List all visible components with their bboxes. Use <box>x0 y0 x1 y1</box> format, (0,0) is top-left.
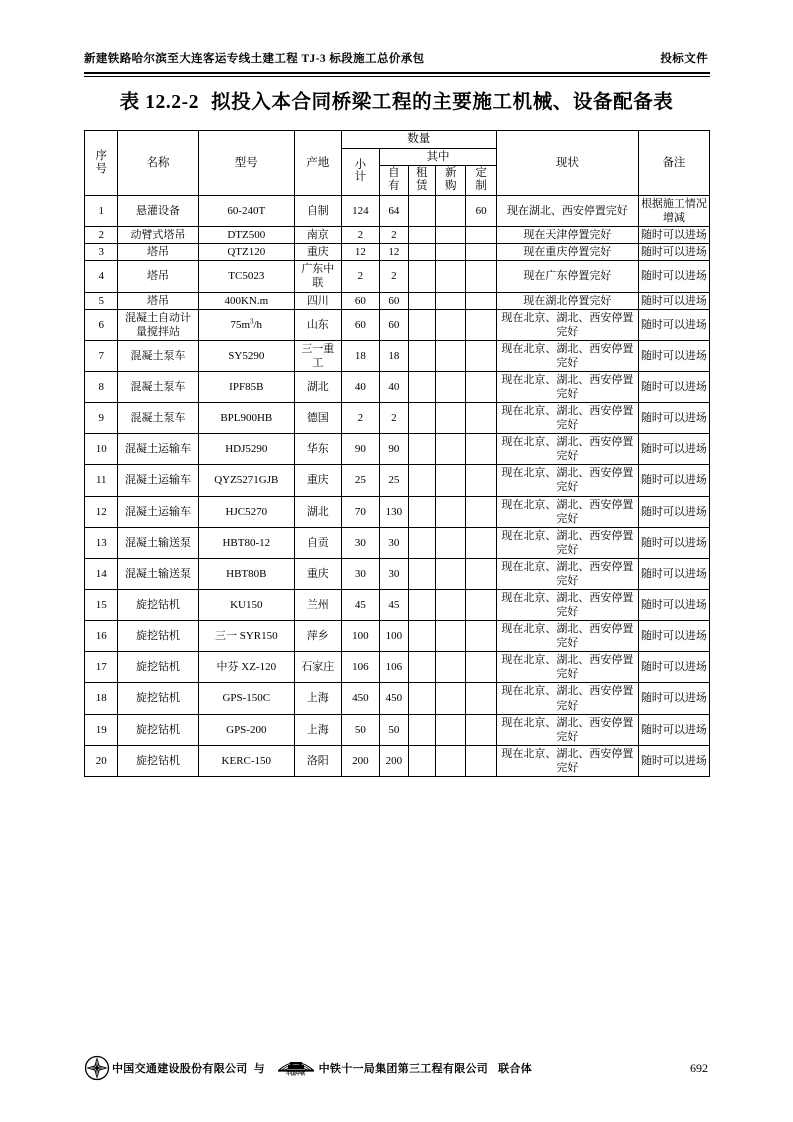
col-header-remark: 备注 <box>638 131 709 196</box>
cell-owned: 130 <box>380 496 408 527</box>
cell-subtotal: 106 <box>341 652 380 683</box>
table-row <box>85 621 710 652</box>
footer-conjunction: 与 <box>253 1063 265 1075</box>
cell-status: 现在北京、湖北、西安停置完好 <box>496 558 638 589</box>
cell-new <box>435 527 465 558</box>
col-header-among-which: 其中 <box>380 148 497 166</box>
cell-customized: 60 <box>466 196 496 227</box>
cell-subtotal: 60 <box>341 309 380 340</box>
table-row <box>85 371 710 402</box>
cell-subtotal: 450 <box>341 683 380 714</box>
cell-new <box>435 714 465 745</box>
cell-remark: 随时可以进场 <box>638 621 709 652</box>
cell-seq: 18 <box>85 683 118 714</box>
cell-status: 现在北京、湖北、西安停置完好 <box>496 683 638 714</box>
header-document-type: 投标文件 <box>660 53 708 65</box>
cell-remark: 随时可以进场 <box>638 403 709 434</box>
col-header-origin: 产地 <box>294 131 341 196</box>
cell-remark: 随时可以进场 <box>638 465 709 496</box>
cell-status: 现在北京、湖北、西安停置完好 <box>496 309 638 340</box>
cell-seq: 6 <box>85 309 118 340</box>
col-header-newly-purchased <box>435 166 465 196</box>
col-header-quantity-group: 数量 <box>341 131 496 149</box>
cell-new <box>435 371 465 402</box>
cell-status: 现在北京、湖北、西安停置完好 <box>496 371 638 402</box>
cell-rented <box>408 589 435 620</box>
cell-owned: 200 <box>380 745 408 776</box>
cell-owned: 64 <box>380 196 408 227</box>
cell-status: 现在北京、湖北、西安停置完好 <box>496 434 638 465</box>
page-number: 692 <box>690 1060 708 1075</box>
cell-customized <box>466 496 496 527</box>
cell-status: 现在北京、湖北、西安停置完好 <box>496 652 638 683</box>
cell-rented <box>408 621 435 652</box>
cell-seq: 9 <box>85 403 118 434</box>
cell-origin: 湖北 <box>294 496 341 527</box>
cell-seq: 3 <box>85 244 118 261</box>
cell-subtotal: 70 <box>341 496 380 527</box>
cell-seq: 19 <box>85 714 118 745</box>
cell-subtotal: 12 <box>341 244 380 261</box>
cell-owned: 12 <box>380 244 408 261</box>
cell-remark: 随时可以进场 <box>638 745 709 776</box>
cell-customized <box>466 683 496 714</box>
cell-origin: 重庆 <box>294 558 341 589</box>
cell-model: IPF85B <box>198 371 294 402</box>
cell-remark: 随时可以进场 <box>638 244 709 261</box>
cell-subtotal: 100 <box>341 621 380 652</box>
cell-origin: 石家庄 <box>294 652 341 683</box>
header-divider-rule <box>84 72 710 77</box>
cell-new <box>435 309 465 340</box>
footer-company-2: 中铁十一局集团第三工程有限公司 <box>318 1063 489 1075</box>
cell-model: 三一 SYR150 <box>198 621 294 652</box>
cell-name: 混凝土输送泵 <box>118 558 198 589</box>
col-header-rented <box>408 166 435 196</box>
cell-remark: 随时可以进场 <box>638 340 709 371</box>
cell-rented <box>408 371 435 402</box>
table-number: 表 12.2-2 <box>119 92 200 113</box>
cell-name: 混凝土运输车 <box>118 434 198 465</box>
cell-owned: 2 <box>380 227 408 244</box>
cell-subtotal: 30 <box>341 527 380 558</box>
cell-customized <box>466 227 496 244</box>
table-row <box>85 309 710 340</box>
cell-remark: 随时可以进场 <box>638 558 709 589</box>
cell-rented <box>408 244 435 261</box>
cell-subtotal: 25 <box>341 465 380 496</box>
cell-origin: 洛阳 <box>294 745 341 776</box>
cell-name: 悬灌设备 <box>118 196 198 227</box>
cell-customized <box>466 340 496 371</box>
cell-owned: 450 <box>380 683 408 714</box>
cell-remark: 根据施工情况增减 <box>638 196 709 227</box>
footer-company-1: 中国交通建设股份有限公司 <box>112 1063 248 1075</box>
cell-remark: 随时可以进场 <box>638 371 709 402</box>
cell-name: 塔吊 <box>118 261 198 292</box>
cell-name: 旋挖钻机 <box>118 589 198 620</box>
cell-origin: 自制 <box>294 196 341 227</box>
cell-name: 混凝土泵车 <box>118 340 198 371</box>
footer-companies <box>84 1055 690 1081</box>
cell-owned: 30 <box>380 558 408 589</box>
cell-status: 现在湖北停置完好 <box>496 292 638 309</box>
cell-owned: 25 <box>380 465 408 496</box>
cell-owned: 45 <box>380 589 408 620</box>
cell-subtotal: 90 <box>341 434 380 465</box>
cell-owned: 2 <box>380 403 408 434</box>
cell-new <box>435 465 465 496</box>
cell-name: 塔吊 <box>118 244 198 261</box>
cell-new <box>435 621 465 652</box>
cell-seq: 20 <box>85 745 118 776</box>
cell-customized <box>466 371 496 402</box>
cell-new <box>435 244 465 261</box>
cell-owned: 30 <box>380 527 408 558</box>
table-row <box>85 244 710 261</box>
col-header-subtotal-char1: 小 <box>354 158 367 171</box>
cell-remark: 随时可以进场 <box>638 292 709 309</box>
cell-customized <box>466 527 496 558</box>
page-title <box>0 86 793 114</box>
cell-new <box>435 496 465 527</box>
col-header-cust-char2: 制 <box>475 180 487 193</box>
cell-name: 旋挖钻机 <box>118 621 198 652</box>
table-row <box>85 714 710 745</box>
cell-rented <box>408 261 435 292</box>
cell-model: 中芬 XZ-120 <box>198 652 294 683</box>
cell-status: 现在重庆停置完好 <box>496 244 638 261</box>
cell-customized <box>466 292 496 309</box>
cell-origin: 上海 <box>294 714 341 745</box>
cell-seq: 10 <box>85 434 118 465</box>
cell-model: HDJ5290 <box>198 434 294 465</box>
footer-joint-venture: 联合体 <box>498 1063 533 1075</box>
col-header-status: 现状 <box>496 131 638 196</box>
equipment-table <box>84 130 710 777</box>
cell-rented <box>408 340 435 371</box>
cell-new <box>435 227 465 244</box>
cell-owned: 60 <box>380 309 408 340</box>
cell-origin: 重庆 <box>294 465 341 496</box>
table-title-text: 拟投入本合同桥梁工程的主要施工机械、设备配备表 <box>211 92 674 113</box>
cell-seq: 14 <box>85 558 118 589</box>
cell-status: 现在北京、湖北、西安停置完好 <box>496 621 638 652</box>
col-header-owned <box>380 166 408 196</box>
cell-status: 现在北京、湖北、西安停置完好 <box>496 465 638 496</box>
cell-model: DTZ500 <box>198 227 294 244</box>
cell-new <box>435 434 465 465</box>
cell-model: 400KN.m <box>198 292 294 309</box>
cell-seq: 4 <box>85 261 118 292</box>
cell-rented <box>408 309 435 340</box>
col-header-new-char2: 购 <box>444 180 457 193</box>
cell-rented <box>408 403 435 434</box>
cell-subtotal: 30 <box>341 558 380 589</box>
cell-origin: 上海 <box>294 683 341 714</box>
cell-origin: 华东 <box>294 434 341 465</box>
crec-logo-caption: 中国中铁 <box>286 1072 306 1077</box>
col-header-new-char1: 新 <box>444 167 457 180</box>
cell-rented <box>408 434 435 465</box>
cell-remark: 随时可以进场 <box>638 652 709 683</box>
cell-origin: 广东中联 <box>294 261 341 292</box>
cell-new <box>435 403 465 434</box>
cell-new <box>435 652 465 683</box>
table-row <box>85 652 710 683</box>
cell-origin: 萍乡 <box>294 621 341 652</box>
cell-model: GPS-200 <box>198 714 294 745</box>
cell-rented <box>408 558 435 589</box>
table-body <box>85 196 710 777</box>
cell-subtotal: 60 <box>341 292 380 309</box>
cell-new <box>435 558 465 589</box>
cell-seq: 17 <box>85 652 118 683</box>
cell-seq: 15 <box>85 589 118 620</box>
cell-customized <box>466 621 496 652</box>
cell-seq: 16 <box>85 621 118 652</box>
cell-owned: 50 <box>380 714 408 745</box>
col-header-owned-char2: 有 <box>388 180 400 193</box>
cell-model: QYZ5271GJB <box>198 465 294 496</box>
cell-owned: 100 <box>380 621 408 652</box>
cell-remark: 随时可以进场 <box>638 527 709 558</box>
cell-name: 旋挖钻机 <box>118 745 198 776</box>
table-row <box>85 683 710 714</box>
cell-model: HBT80B <box>198 558 294 589</box>
col-header-rented-char2: 赁 <box>416 180 428 193</box>
cell-name: 混凝土输送泵 <box>118 527 198 558</box>
cell-new <box>435 745 465 776</box>
cell-model: 60-240T <box>198 196 294 227</box>
cell-seq: 5 <box>85 292 118 309</box>
cell-name: 动臂式塔吊 <box>118 227 198 244</box>
cell-seq: 8 <box>85 371 118 402</box>
cell-status: 现在北京、湖北、西安停置完好 <box>496 745 638 776</box>
cell-model: QTZ120 <box>198 244 294 261</box>
cell-owned: 60 <box>380 292 408 309</box>
col-header-cust-char1: 定 <box>475 167 487 180</box>
table-row <box>85 589 710 620</box>
cell-status: 现在广东停置完好 <box>496 261 638 292</box>
cell-origin: 湖北 <box>294 371 341 402</box>
cell-model: HJC5270 <box>198 496 294 527</box>
table-row <box>85 434 710 465</box>
cell-seq: 1 <box>85 196 118 227</box>
table-row <box>85 227 710 244</box>
cell-status: 现在北京、湖北、西安停置完好 <box>496 714 638 745</box>
cell-new <box>435 196 465 227</box>
cell-model: HBT80-12 <box>198 527 294 558</box>
crec-logo-icon <box>275 1055 317 1081</box>
cell-customized <box>466 261 496 292</box>
cell-name: 旋挖钻机 <box>118 683 198 714</box>
cell-remark: 随时可以进场 <box>638 496 709 527</box>
table-row <box>85 745 710 776</box>
cell-subtotal: 50 <box>341 714 380 745</box>
cell-seq: 11 <box>85 465 118 496</box>
cell-owned: 18 <box>380 340 408 371</box>
table-row <box>85 403 710 434</box>
col-header-seq-char1: 序 <box>95 149 107 162</box>
cell-status: 现在北京、湖北、西安停置完好 <box>496 403 638 434</box>
cell-status: 现在北京、湖北、西安停置完好 <box>496 589 638 620</box>
cell-subtotal: 2 <box>341 261 380 292</box>
cell-model: SY5290 <box>198 340 294 371</box>
cell-remark: 随时可以进场 <box>638 434 709 465</box>
cell-name: 混凝土泵车 <box>118 403 198 434</box>
cell-rented <box>408 496 435 527</box>
table-row <box>85 340 710 371</box>
cell-name: 混凝土泵车 <box>118 371 198 402</box>
cell-model: KU150 <box>198 589 294 620</box>
col-header-subtotal <box>341 148 380 195</box>
cccc-compass-logo-icon <box>84 1055 110 1081</box>
cell-origin: 自贡 <box>294 527 341 558</box>
table-row <box>85 261 710 292</box>
header-project-title: 新建铁路哈尔滨至大连客运专线土建工程 TJ-3 标段施工总价承包 <box>84 53 425 65</box>
cell-owned: 2 <box>380 261 408 292</box>
cell-model: KERC-150 <box>198 745 294 776</box>
cell-remark: 随时可以进场 <box>638 714 709 745</box>
cell-model: $75m^3/h$ <box>198 309 294 340</box>
cell-customized <box>466 589 496 620</box>
cell-customized <box>466 309 496 340</box>
table-row <box>85 527 710 558</box>
table-header <box>85 131 710 196</box>
cell-subtotal: 2 <box>341 227 380 244</box>
cell-rented <box>408 527 435 558</box>
col-header-name: 名称 <box>118 131 198 196</box>
cell-name: 旋挖钻机 <box>118 652 198 683</box>
cell-remark: 随时可以进场 <box>638 227 709 244</box>
col-header-owned-char1: 自 <box>388 167 400 180</box>
cell-origin: 四川 <box>294 292 341 309</box>
cell-name: 混凝土自动计量搅拌站 <box>118 309 198 340</box>
table-row <box>85 292 710 309</box>
cell-subtotal: 200 <box>341 745 380 776</box>
cell-remark: 随时可以进场 <box>638 309 709 340</box>
cell-seq: 7 <box>85 340 118 371</box>
cell-name: 塔吊 <box>118 292 198 309</box>
col-header-subtotal-char2: 计 <box>354 171 367 184</box>
cell-customized <box>466 434 496 465</box>
cell-customized <box>466 714 496 745</box>
cell-rented <box>408 196 435 227</box>
cell-customized <box>466 403 496 434</box>
cell-subtotal: 2 <box>341 403 380 434</box>
cell-remark: 随时可以进场 <box>638 589 709 620</box>
table-row <box>85 496 710 527</box>
cell-customized <box>466 465 496 496</box>
cell-model: GPS-150C <box>198 683 294 714</box>
cell-seq: 13 <box>85 527 118 558</box>
cell-customized <box>466 244 496 261</box>
col-header-seq-char2: 号 <box>95 162 107 175</box>
cell-model: TC5023 <box>198 261 294 292</box>
cell-rented <box>408 714 435 745</box>
cell-subtotal: 124 <box>341 196 380 227</box>
cell-status: 现在北京、湖北、西安停置完好 <box>496 496 638 527</box>
cell-owned: 40 <box>380 371 408 402</box>
cell-status: 现在湖北、西安停置完好 <box>496 196 638 227</box>
cell-rented <box>408 227 435 244</box>
cell-new <box>435 261 465 292</box>
cell-origin: 兰州 <box>294 589 341 620</box>
cell-customized <box>466 558 496 589</box>
cell-seq: 2 <box>85 227 118 244</box>
col-header-model: 型号 <box>198 131 294 196</box>
cell-new <box>435 589 465 620</box>
col-header-rented-char1: 租 <box>416 167 428 180</box>
header-row-1 <box>85 131 710 149</box>
crec-emblem-icon <box>275 1055 317 1073</box>
cell-origin: 南京 <box>294 227 341 244</box>
cell-origin: 山东 <box>294 309 341 340</box>
cell-remark: 随时可以进场 <box>638 261 709 292</box>
document-footer <box>84 1055 710 1081</box>
cell-model: BPL900HB <box>198 403 294 434</box>
cell-seq: 12 <box>85 496 118 527</box>
cell-status: 现在天津停置完好 <box>496 227 638 244</box>
cell-owned: 90 <box>380 434 408 465</box>
cell-name: 混凝土运输车 <box>118 496 198 527</box>
cell-remark: 随时可以进场 <box>638 683 709 714</box>
cell-rented <box>408 745 435 776</box>
cell-new <box>435 683 465 714</box>
cell-subtotal: 18 <box>341 340 380 371</box>
cell-origin: 三一重工 <box>294 340 341 371</box>
cell-rented <box>408 465 435 496</box>
cell-customized <box>466 745 496 776</box>
cell-name: 旋挖钻机 <box>118 714 198 745</box>
equipment-table-wrapper <box>84 130 710 777</box>
cell-rented <box>408 683 435 714</box>
cell-new <box>435 292 465 309</box>
cell-subtotal: 40 <box>341 371 380 402</box>
cell-rented <box>408 652 435 683</box>
table-row <box>85 196 710 227</box>
cell-origin: 德国 <box>294 403 341 434</box>
cell-rented <box>408 292 435 309</box>
col-header-customized <box>466 166 496 196</box>
running-header <box>84 50 710 66</box>
cell-name: 混凝土运输车 <box>118 465 198 496</box>
cell-customized <box>466 652 496 683</box>
cell-status: 现在北京、湖北、西安停置完好 <box>496 340 638 371</box>
cell-origin: 重庆 <box>294 244 341 261</box>
table-row <box>85 558 710 589</box>
cell-subtotal: 45 <box>341 589 380 620</box>
cell-status: 现在北京、湖北、西安停置完好 <box>496 527 638 558</box>
col-header-seq <box>85 131 118 196</box>
table-row <box>85 465 710 496</box>
cell-owned: 106 <box>380 652 408 683</box>
cell-new <box>435 340 465 371</box>
